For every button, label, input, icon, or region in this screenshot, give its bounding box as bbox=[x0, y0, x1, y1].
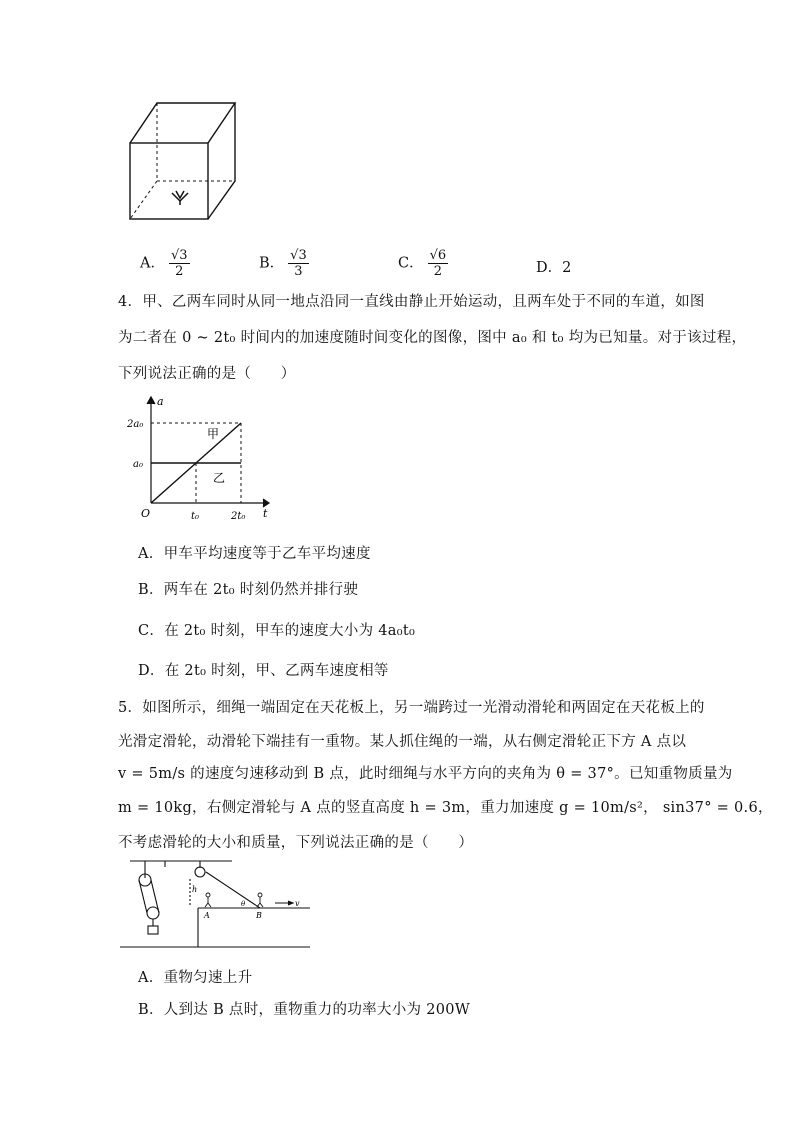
q5-stem-line-4: m = 10kg，右侧定滑轮与 A 点的竖直高度 h = 3m，重力加速度 g = 10m/s²， sin37° = 0.6， bbox=[118, 800, 773, 816]
person-b-icon bbox=[257, 893, 263, 907]
q5-stem-line-5: 不考虑滑轮的大小和质量，下列说法正确的是（ ） bbox=[118, 835, 474, 851]
q4-option-c[interactable]: C．在 2t₀ 时刻，甲车的速度大小为 4a₀t₀ bbox=[138, 623, 416, 639]
q5-option-a[interactable]: A．重物匀速上升 bbox=[138, 970, 253, 986]
numerator: √6 bbox=[429, 248, 447, 263]
movable-pulley bbox=[147, 907, 159, 919]
option-label: C． bbox=[398, 255, 424, 272]
denominator: 2 bbox=[175, 264, 184, 279]
option-label: B． bbox=[259, 255, 285, 272]
option-value: 2 bbox=[562, 260, 572, 276]
q4-stem-line-1: 4．甲、乙两车同时从同一地点沿同一直线由静止开始运动，且两车处于不同的车道，如图 bbox=[118, 294, 705, 310]
acceleration-time-graph bbox=[125, 393, 285, 528]
label-a: A bbox=[204, 911, 210, 920]
label-b: B bbox=[256, 911, 262, 920]
y-axis-label: a bbox=[157, 395, 164, 408]
y-tick-a0: a₀ bbox=[133, 459, 143, 470]
q4-option-a[interactable]: A．甲车平均速度等于乙车平均速度 bbox=[138, 546, 371, 562]
fraction bbox=[169, 248, 190, 279]
q4-stem-line-2: 为二者在 0 ~ 2t₀ 时间内的加速度随时间变化的图像，图中 a₀ 和 t₀ 均为已知量。对于该过程， bbox=[118, 330, 747, 346]
pulley-figure bbox=[120, 858, 315, 953]
x-tick-t0: t₀ bbox=[191, 511, 200, 522]
q3-option-a[interactable] bbox=[140, 248, 190, 279]
option-label: A． bbox=[140, 255, 165, 272]
right-fixed-pulley bbox=[195, 867, 205, 877]
label-theta: θ bbox=[241, 900, 246, 908]
q4-option-b[interactable]: B．两车在 2t₀ 时刻仍然并排行驶 bbox=[138, 582, 359, 598]
q3-option-b[interactable] bbox=[259, 248, 309, 279]
q4-stem-line-3: 下列说法正确的是（ ） bbox=[118, 366, 296, 382]
y-tick-2a0: 2a₀ bbox=[127, 419, 144, 430]
q3-option-d[interactable] bbox=[536, 256, 571, 277]
label-yi: 乙 bbox=[213, 471, 226, 485]
weight-block bbox=[148, 926, 158, 934]
q4-option-d[interactable]: D．在 2t₀ 时刻，甲、乙两车速度相等 bbox=[138, 663, 389, 679]
denominator: 3 bbox=[294, 264, 303, 279]
option-label: D． bbox=[536, 260, 563, 276]
fraction bbox=[288, 248, 309, 279]
x-tick-2t0: 2t₀ bbox=[231, 511, 246, 522]
rope bbox=[206, 872, 260, 908]
cube-figure bbox=[120, 95, 245, 225]
numerator: √3 bbox=[290, 248, 307, 263]
light-source-icon bbox=[172, 191, 188, 205]
q5-stem-line-3: v = 5m/s 的速度匀速移动到 B 点，此时细绳与水平方向的夹角为 θ = 37°。已知重物质量为 bbox=[118, 766, 733, 782]
q3-option-c[interactable] bbox=[398, 248, 448, 279]
label-h: h bbox=[192, 885, 198, 894]
numerator: √3 bbox=[170, 248, 188, 263]
q5-stem-line-1: 5．如图所示，细绳一端固定在天花板上，另一端跨过一光滑动滑轮和两固定在天花板上的 bbox=[118, 700, 705, 716]
fraction bbox=[428, 248, 449, 279]
q5-option-b[interactable]: B．人到达 B 点时，重物重力的功率大小为 200W bbox=[138, 1002, 471, 1018]
person-a-icon bbox=[205, 893, 211, 907]
q5-stem-line-2: 光滑定滑轮，动滑轮下端挂有一重物。某人抓住绳的一端，从右侧定滑轮正下方 A 点以 bbox=[118, 734, 687, 750]
x-axis-label: t bbox=[263, 507, 268, 520]
label-v: v bbox=[295, 899, 300, 908]
denominator: 2 bbox=[433, 264, 443, 279]
label-jia: 甲 bbox=[207, 427, 220, 441]
origin-label: O bbox=[141, 507, 151, 520]
